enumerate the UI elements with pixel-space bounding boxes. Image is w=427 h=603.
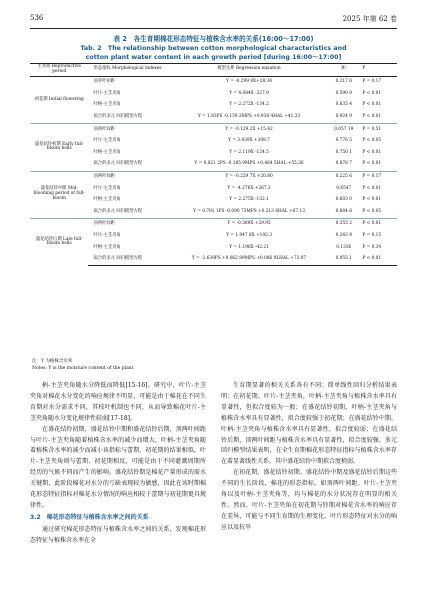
table-header-row [30,64,397,77]
r2-cell: 0.776 5 [335,138,352,144]
body-paragraph: 在盛花结铃初期，盛花结铃中期和盛花结铃后期，顶两叶间距与叶片-主茎夹角随着植株含水率的减少而增大，叶柄-主茎夹角随着植株含水率的减少而减小该指标与蕾期、初花期的结果相似，叶片-主茎夹角则与蕾期、初花期相反，可能是由于不同灌溉周期所经历的气候不同而产生的影响。盛花结铃期是棉花产量形成的需水关键期，此阶段棉花对水分的亏缺表现较为敏感，因此在该时期棉花形态特征指标对棉花水分情况的响应相较于蕾期与初花期更具规律性。 [30,425,206,509]
p-cell: P = 0.17 [360,171,397,183]
p-cell: P < 0.05 [362,208,382,214]
index-cell: 拟合的多元 回归模型方程 [93,113,143,119]
table-note-cn: 注：Y 为植株含水率 [32,359,73,364]
equation-cell: Y = 2.275X -132.1 [229,197,269,203]
r2-cell: 0.750 1 [335,149,352,155]
equation-cell: Y = 1.83PS -0.159 3MPS +0.938 4HAL +41.33 [197,113,301,119]
equation-cell: Y = -0.229 7X +20.80 [171,171,327,183]
index-cell: 拟合的多元 回归模型方程 [93,208,143,214]
index-cell: 叶片-主茎夹角 [93,90,121,96]
p-cell: P < 0.05 [362,138,382,144]
r2-cell: 0.955 1 [327,254,360,266]
body-paragraph: 通过研究棉花形态特征与植株含水率之间的关系，发现棉花形态特征与植株含水率在全 [30,525,206,544]
index-cell: 顶两叶间距 [88,171,170,183]
page-header [30,14,397,26]
table-row [30,76,397,88]
table-notes [32,358,133,372]
table-row [30,124,397,136]
equation-cell: Y = -2.639PS +0.062 89MPS +0.086 9LHAL +73.87 [171,254,327,266]
p-cell: P < 0.01 [360,219,397,231]
period-cell: 初花期 Initial flowering [30,76,88,123]
p-cell: P < 0.01 [362,161,382,167]
p-cell: P = 0.15 [362,232,382,238]
regression-table [30,63,397,266]
index-cell: 叶柄-主茎夹角 [93,244,121,250]
header-p: P [360,64,397,77]
equation-cell: Y = -0.369X +29.95 [171,219,327,231]
table-note-en: Notes: Y is the moisture content of the plant [32,366,134,371]
header-period: 生育期 Reproductive period [30,64,88,77]
body-paragraph: 柄-主茎夹角随水分降低而降低[15-16]。研究中，叶片-主茎夹角对棉花水分变化的响应规律不明显，可能是由于棉花在不同生育期对水分需求不同，其枝叶机制也不同，从而导致棉花叶片-主茎夹角随水分变化规律性较弱[17-18]。 [30,382,206,422]
r2-cell: 0.684 8 [335,208,352,214]
index-cell: 叶片-主茎夹角 [93,232,121,238]
p-cell: P = 0.34 [362,244,382,250]
table-caption-cn: 表 2 各生育期棉花形态特征与植株含水率的关系(16:00～17:00) [113,35,314,43]
index-cell: 叶柄-主茎夹角 [93,149,121,155]
header-index: 形态指标 Morphological indexes [88,64,170,77]
index-cell: 顶两叶间距 [88,124,170,136]
index-cell: 顶芽叶初距 [88,76,170,88]
index-cell: 拟合的多元 回归模型方程 [93,161,143,167]
period-cell: 盛花结铃中期 Mid-blooming period of full-bloom [30,171,88,218]
equation-cell: Y = 2.272X -134.2 [229,102,269,108]
header-rule [30,28,397,29]
index-cell: 叶柄-主茎夹角 [93,102,121,108]
equation-cell: Y = -0.129 2X +15.42 [171,124,327,136]
r2-cell: 0.603 0 [335,197,352,203]
section-heading: 3.2 棉花形态特征与植株含水率之间的关系 [30,513,149,521]
p-cell: P < 0.01 [362,197,382,203]
equation-cell: Y = 1.196X -42.21 [229,244,269,250]
table-row [30,171,397,183]
equation-cell: Y = -0.299 8X+28.34 [171,76,327,88]
p-cell: P < 0.01 [362,185,382,191]
equation-cell: Y = 0.821 2PS -0.185 9MPS +0.464 5HAL +55.36 [194,161,304,167]
table-caption-en-line1: Tab. 2 The relationship between cotton morphological characteristics and [80,45,347,52]
body-paragraph: 生育期显著的相关关系各有不同；简单线性回归分析结果表明：在初花期，叶片-主茎夹角，叶柄-主茎夹角与植株含水率具有显著性，但拟合度较为一般；在盛花结铃初期，叶柄-主茎夹角与植株含水率具有显著性，拟合度较强于初花期；在盛花结铃中期，叶柄-主茎夹角与植株含水率具有显著性，拟合度较弱；在盛花结铃后期，顶两叶间距与植株含水率具有显著性，拟合度较强。多元回归模型结果表明，在全生育期棉花形态特征指标与植株含水率存在着显著线性关系，其中盛花结铃中期拟合度稍弱。 [221,382,397,466]
equation-cell: Y = 4.084X -327.9 [229,90,269,96]
index-cell: 叶片-主茎夹角 [93,138,121,144]
p-cell: P < 0.01 [360,254,397,266]
page-number: 536 [30,14,44,22]
p-cell: P < 0.01 [362,90,382,96]
r2-cell: 0.590 9 [335,90,352,96]
equation-cell: Y = 1.947 8X +192.3 [226,232,272,238]
r2-cell: 0.217 6 [327,76,360,88]
p-cell: P < 0.01 [362,102,382,108]
journal-volume: 2025 年第 62 卷 [342,15,397,23]
body-paragraph: 在初花期、盛花结铃初期、盛花结铃中期及盛花结铃后期这些不同的生长阶段，棉花的形态指标，如顶两叶间距、叶片-主茎夹角以及叶柄-主茎夹角等，均与棉花的水分状况存在明显的相关性。然而，叶片-主茎夹角在初花期与铃期对棉花含水率的响应存在差异，可能与不同生育期的生理变化、叶片形态特征对水分的响应以及抗旱 [221,469,397,531]
r2-cell: 0.057 19 [327,124,360,136]
period-cell: 盛花结铃初期 Early full-bloom bolls [30,124,88,171]
r2-cell: 0.635 4 [335,102,352,108]
equation-cell: Y = 0.781 1PS -0.090 73MPS +0.213 8HAL +67.13 [193,208,305,214]
table-caption-en-line2: cotton plant water content in each growth period [during 16:00～17:00] [85,54,342,61]
r2-cell: 0.225 6 [327,171,360,183]
index-cell: 拟合的多元 回归模型方程 [88,254,170,266]
r2-cell: 0.1336 [336,244,352,250]
index-cell: 叶片-主茎夹角 [93,185,121,191]
header-r2: R² [327,64,360,77]
body-column-right [221,381,397,534]
period-cell: 盛花结铃后期 Late full-bloom bolls [30,219,88,266]
p-cell: P < 0.01 [362,113,382,119]
p-cell: P = 0.51 [360,124,397,136]
r2-cell: 0.924 9 [335,113,352,119]
p-cell: P = 0.17 [360,76,397,88]
p-cell: P < 0.01 [362,149,382,155]
r2-cell: 0.355 2 [327,219,360,231]
index-cell: 顶两叶间距 [88,219,170,231]
header-equation: 模型关系 Regression equation [171,64,327,77]
index-cell: 叶柄-主茎夹角 [93,197,121,203]
r2-cell: 0.6547 [336,185,352,191]
equation-cell: Y = 2.119X -124.5 [229,149,269,155]
r2-cell: 0.243 9 [335,232,352,238]
equation-cell: Y = 3.439X +308.7 [228,138,270,144]
r2-cell: 0.878 7 [335,161,352,167]
equation-cell: Y = -4.276X +267.3 [227,185,271,191]
table-row [30,219,397,231]
body-column-left [30,381,206,547]
